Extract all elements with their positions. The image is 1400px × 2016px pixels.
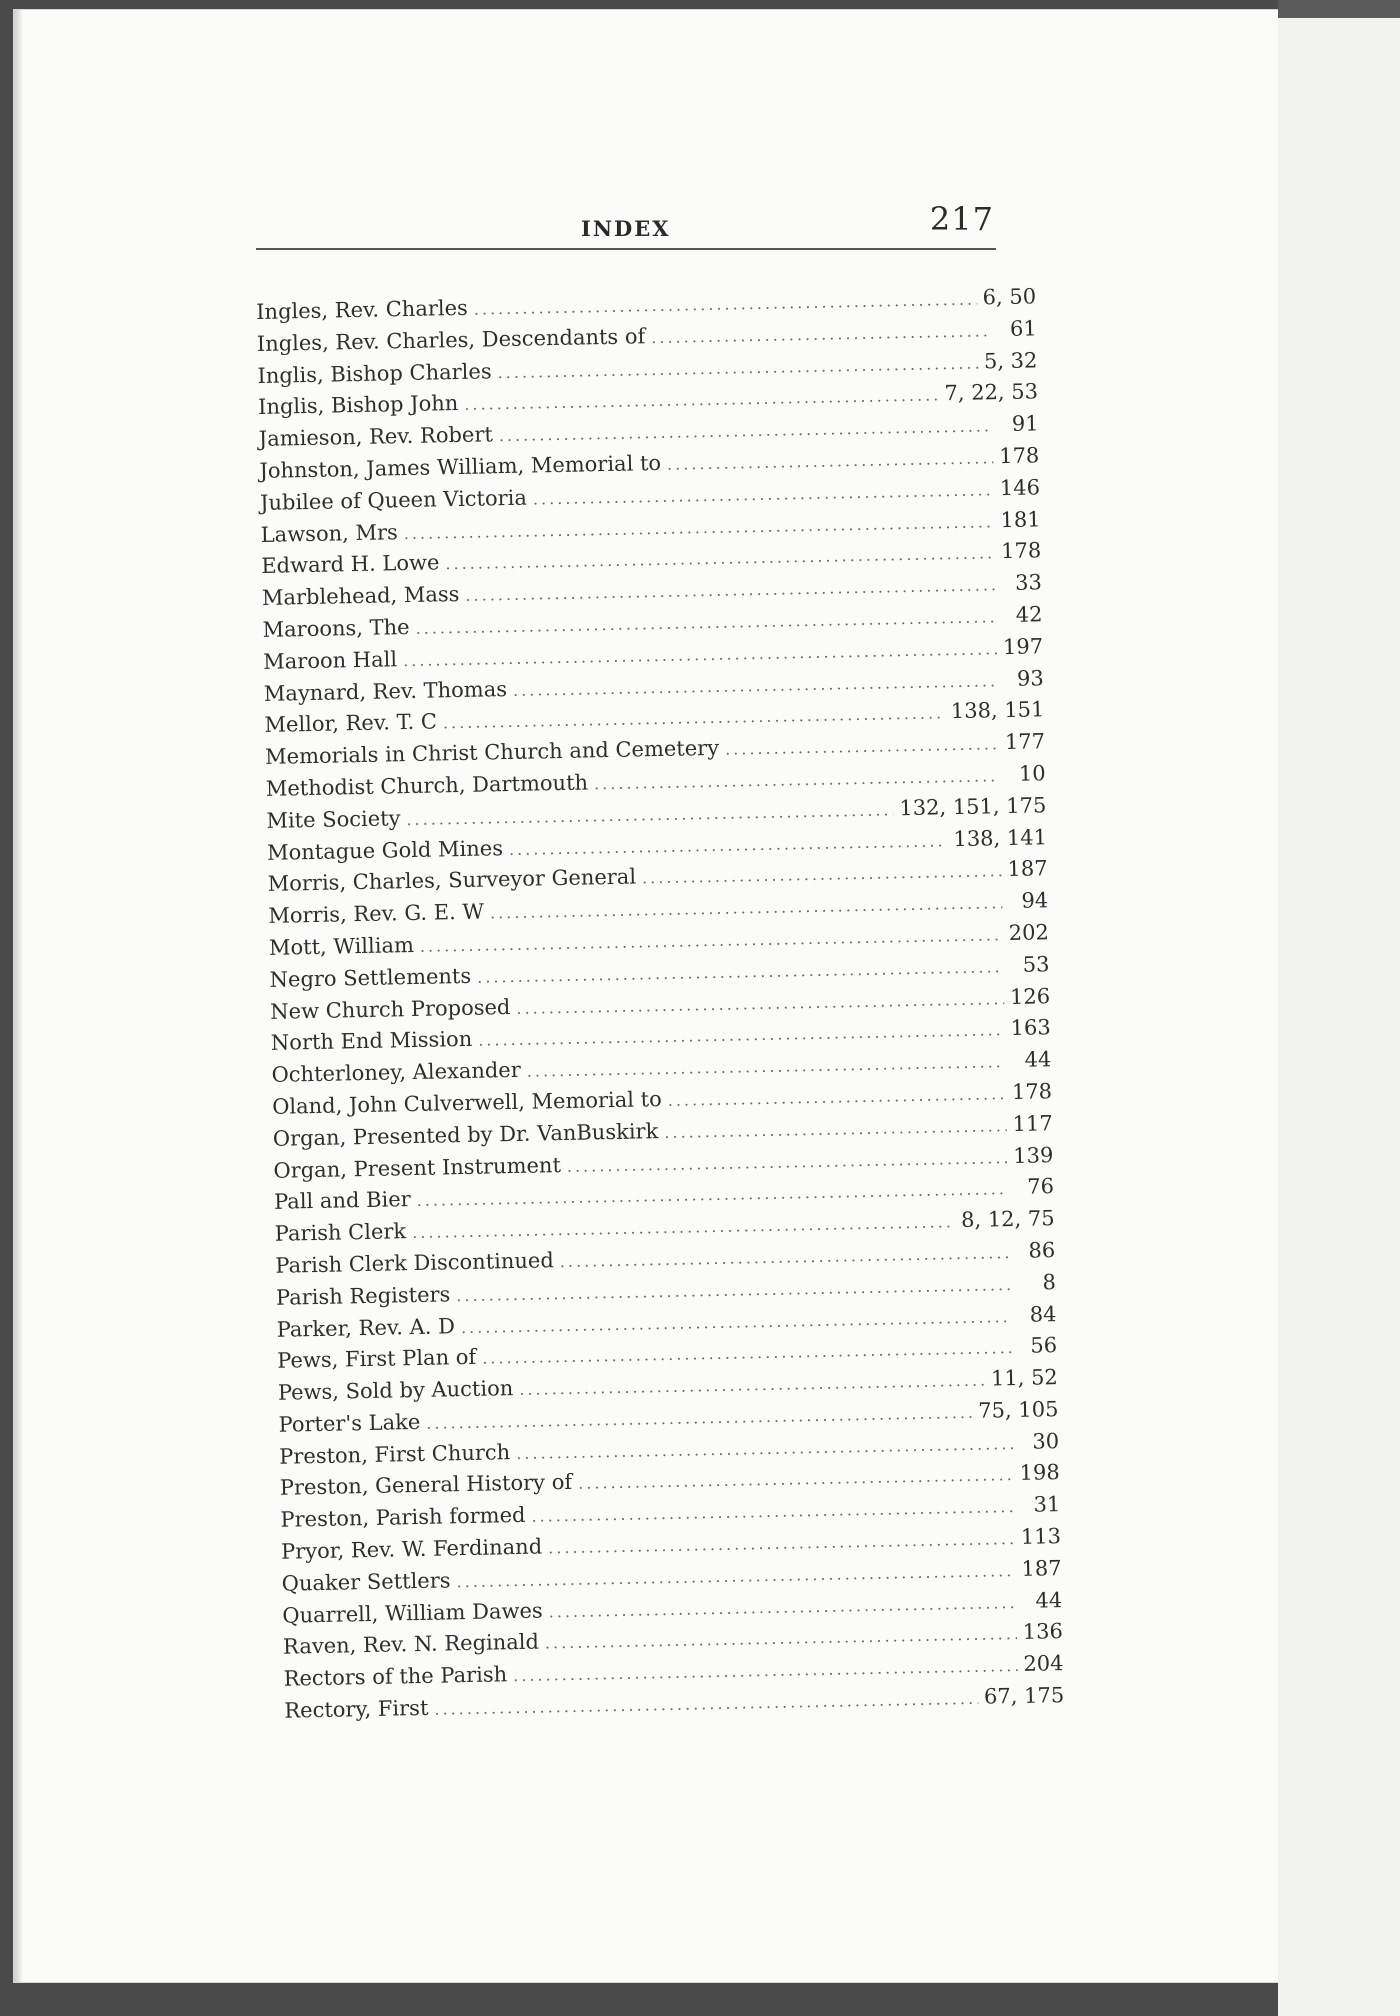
entry-pages: 126 — [1009, 983, 1051, 1009]
entry-term: Maynard, Rev. Thomas — [263, 676, 508, 706]
entry-pages: 76 — [1026, 1174, 1055, 1200]
dot-leader — [474, 290, 977, 319]
entry-pages: 56 — [1030, 1333, 1058, 1358]
entry-term: Morris, Rev. G. E. W — [268, 899, 485, 929]
entry-pages: 197 — [1002, 634, 1044, 659]
entry-term: Mott, William — [268, 932, 415, 960]
dot-leader — [516, 989, 1004, 1018]
dot-leader — [490, 893, 1003, 922]
entry-term: Quaker Settlers — [281, 1568, 451, 1596]
entry-pages: 44 — [1024, 1047, 1052, 1072]
dot-leader — [426, 1403, 972, 1433]
scan-edge — [1278, 0, 1400, 18]
entry-term: Preston, First Church — [278, 1439, 511, 1469]
entry-pages: 177 — [1004, 729, 1046, 755]
entry-term: Rectors of the Parish — [283, 1662, 508, 1691]
entry-term: Negro Settlements — [269, 963, 472, 992]
entry-term: Preston, Parish formed — [280, 1503, 526, 1533]
entry-pages: 67, 175 — [983, 1683, 1065, 1709]
entry-pages: 53 — [1022, 951, 1050, 977]
dot-leader — [478, 1020, 1005, 1050]
scan-margin — [1278, 0, 1400, 2016]
entry-term: Memorials in Christ Church and Cemetery — [264, 735, 720, 770]
entry-term: Parish Clerk — [274, 1219, 407, 1246]
entry-pages: 11, 52 — [990, 1365, 1059, 1391]
entry-pages: 187 — [1007, 856, 1048, 882]
entry-term: Johnston, James William, Memorial to — [259, 450, 662, 483]
dot-leader — [578, 1466, 1014, 1494]
dot-leader — [443, 704, 945, 733]
entry-pages: 75, 105 — [978, 1397, 1059, 1423]
page-number: 217 — [929, 200, 994, 238]
dot-leader — [513, 1656, 1018, 1685]
entry-pages: 138, 151 — [950, 697, 1045, 724]
dot-leader — [527, 1052, 1006, 1081]
entry-pages: 33 — [1014, 570, 1043, 595]
dot-leader — [499, 416, 993, 445]
dot-leader — [668, 1084, 1007, 1110]
dot-leader — [456, 1561, 1015, 1591]
entry-term: Rectory, First — [284, 1695, 429, 1723]
entry-pages: 10 — [1018, 761, 1046, 786]
entry-pages: 138, 141 — [953, 824, 1048, 851]
entry-term: Oland, John Culverwell, Memorial to — [271, 1086, 662, 1119]
dot-leader — [531, 1497, 1014, 1526]
entry-pages: 132, 151, 175 — [899, 792, 1047, 820]
entry-pages: 163 — [1010, 1015, 1052, 1041]
dot-leader — [519, 1371, 985, 1399]
entry-pages: 146 — [999, 475, 1041, 500]
entry-pages: 6, 50 — [982, 284, 1037, 310]
entry-pages: 42 — [1015, 602, 1043, 627]
entry-term: Mellor, Rev. T. C — [264, 709, 438, 738]
page-header — [256, 200, 996, 250]
dot-leader — [664, 1116, 1007, 1142]
entry-pages: 136 — [1022, 1619, 1064, 1645]
dot-leader — [465, 575, 996, 605]
entry-term: Organ, Presented by Dr. VanBuskirk — [272, 1118, 659, 1151]
dot-leader — [567, 1148, 1008, 1176]
dot-leader — [513, 671, 998, 700]
entry-pages: 5, 32 — [983, 347, 1038, 373]
dot-leader — [406, 800, 893, 829]
entry-pages: 204 — [1023, 1651, 1064, 1677]
entry-term: Ingles, Rev. Charles, Descendants of — [256, 323, 646, 356]
entry-pages: 202 — [1008, 920, 1050, 945]
entry-pages: 117 — [1012, 1110, 1053, 1136]
entry-term: Pews, First Plan of — [277, 1345, 477, 1374]
dot-leader — [594, 766, 1000, 793]
dot-leader — [545, 1624, 1017, 1652]
dot-leader — [461, 1307, 1011, 1337]
entry-pages: 113 — [1020, 1524, 1062, 1549]
entry-term: Ochterloney, Alexander — [271, 1057, 522, 1087]
entry-pages: 44 — [1035, 1587, 1063, 1613]
entry-term: Marblehead, Mass — [261, 582, 460, 611]
entry-term: Pryor, Rev. W. Ferdinand — [280, 1534, 543, 1564]
entry-pages: 61 — [1009, 316, 1037, 341]
entry-term: Lawson, Mrs — [260, 519, 398, 547]
entry-term: Inglis, Bishop Charles — [257, 358, 492, 388]
index-entries — [256, 284, 1065, 1730]
entry-term: Inglis, Bishop John — [257, 391, 459, 420]
entry-pages: 84 — [1029, 1301, 1057, 1327]
entry-term: Morris, Charles, Surveyor General — [267, 864, 637, 897]
entry-pages: 178 — [998, 443, 1040, 469]
entry-term: Parker, Rev. A. D — [276, 1313, 456, 1342]
dot-leader — [412, 1212, 955, 1242]
entry-term: Porter's Lake — [278, 1409, 421, 1437]
entry-pages: 7, 22, 53 — [944, 379, 1039, 406]
dot-leader — [725, 734, 999, 758]
entry-term: New Church Proposed — [270, 994, 511, 1024]
dot-leader — [516, 1434, 1013, 1463]
dot-leader — [445, 544, 995, 574]
entry-term: North End Mission — [270, 1027, 473, 1056]
entry-term: Parish Clerk Discontinued — [275, 1248, 555, 1278]
entry-term: Organ, Present Instrument — [273, 1152, 562, 1183]
dot-leader — [533, 480, 994, 508]
entry-term: Methodist Church, Dartmouth — [265, 770, 589, 801]
dot-leader — [434, 1689, 978, 1719]
entry-term: Parish Registers — [275, 1282, 451, 1310]
entry-pages: 31 — [1033, 1492, 1061, 1517]
entry-pages: 91 — [1011, 411, 1039, 437]
entry-pages: 8, 12, 75 — [960, 1206, 1055, 1233]
entry-term: Quarrell, William Dawes — [282, 1598, 543, 1628]
entry-term: Preston, General History of — [279, 1470, 573, 1501]
entry-term: Pall and Bier — [273, 1187, 411, 1215]
entry-pages: 30 — [1032, 1428, 1060, 1454]
entry-pages: 86 — [1028, 1238, 1056, 1263]
entry-term: Maroon Hall — [263, 647, 398, 674]
entry-term: Raven, Rev. N. Reginald — [282, 1630, 540, 1660]
dot-leader — [651, 321, 991, 347]
entry-pages: 8 — [1042, 1269, 1057, 1295]
dot-leader — [548, 1593, 1016, 1621]
entry-term: Edward H. Lowe — [261, 550, 440, 579]
dot-leader — [456, 1275, 1010, 1305]
dot-leader — [482, 1338, 1011, 1368]
entry-pages: 94 — [1021, 888, 1049, 913]
dot-leader — [464, 386, 939, 415]
entry-pages: 178 — [1011, 1079, 1053, 1104]
dot-leader — [497, 353, 978, 382]
dot-leader — [560, 1243, 1010, 1271]
dot-leader — [642, 861, 1002, 887]
entry-pages: 187 — [1021, 1555, 1062, 1581]
dot-leader — [548, 1529, 1015, 1557]
entry-pages: 93 — [1016, 665, 1044, 691]
entry-pages: 139 — [1012, 1142, 1054, 1168]
dot-leader — [477, 957, 1004, 987]
entry-term: Ingles, Rev. Charles — [256, 295, 469, 324]
entry-pages: 181 — [1000, 506, 1041, 532]
entry-pages: 178 — [1000, 538, 1042, 564]
entry-term: Mite Society — [266, 805, 401, 833]
entry-term: Jubilee of Queen Victoria — [259, 485, 528, 515]
book-page — [14, 10, 1278, 1982]
dot-leader — [509, 831, 948, 859]
entry-term: Maroons, The — [262, 614, 410, 642]
entry-term: Montague Gold Mines — [266, 835, 504, 865]
running-title: INDEX — [581, 216, 671, 241]
dot-leader — [667, 448, 994, 474]
entry-pages: 198 — [1019, 1460, 1060, 1486]
entry-term: Jamieson, Rev. Robert — [258, 422, 494, 452]
entry-term: Pews, Sold by Auction — [277, 1376, 514, 1405]
